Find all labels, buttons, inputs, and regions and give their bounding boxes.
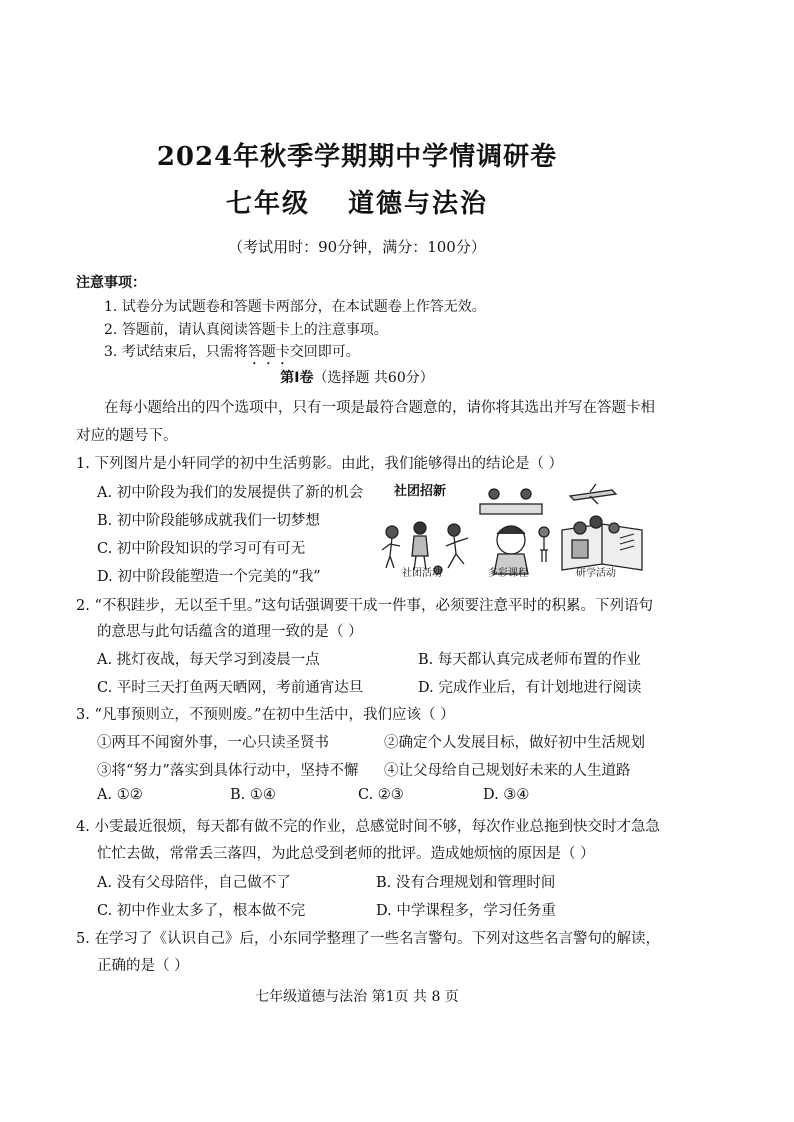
question-3-statement-2: ②确定个人发展目标，做好初中生活规划 <box>384 735 645 751</box>
grade-label: 七年级 <box>225 189 310 219</box>
notice-item-3: 3. 考试结束后，只需将答题卡交回即可。 <box>104 344 360 360</box>
notice-item-1: 1. 试卷分为试题卷和答题卡两部分，在本试题卷上作答无效。 <box>104 299 486 315</box>
question-1-option-b: B. 初中阶段能够成就我们一切梦想 <box>97 513 320 529</box>
club-recruitment-banner: 社团招新 <box>394 484 447 499</box>
question-2-option-c: C. 平时三天打鱼两天晒网，考前通宵达旦 <box>97 680 364 696</box>
question-2-option-d: D. 完成作业后，有计划地进行阅读 <box>418 680 642 696</box>
question-3-stem: 3. “凡事预则立，不预则废。”在初中生活中，我们应该（ ） <box>76 707 455 723</box>
question-1-option-c: C. 初中阶段知识的学习可有可无 <box>97 541 306 557</box>
caption-club-activity: 社团活动 <box>402 568 442 579</box>
question-2-option-a: A. 挑灯夜战，每天学习到凌晨一点 <box>97 652 320 668</box>
section-intro-line-2: 对应的题号下。 <box>76 428 178 444</box>
section-desc: （选择题 共60分） <box>313 370 434 386</box>
question-3-option-a: A. ①② <box>97 787 143 803</box>
exam-title: 2024年秋季学期期中学情调研卷 <box>156 142 558 172</box>
question-4-stem-line-2: 忙忙去做，常常丢三落四，为此总受到老师的批评。造成她烦恼的原因是（ ） <box>97 846 595 862</box>
question-4-option-a: A. 没有父母陪伴，自己做不了 <box>97 875 291 891</box>
section-heading <box>0 367 714 387</box>
study-trip-figures <box>562 484 642 570</box>
question-3-option-d: D. ③④ <box>483 787 530 803</box>
question-2-stem-line-1: 2. “不积跬步，无以至千里。”这句话强调要干成一件事，必须要注意平时的积累。下列语句 <box>76 598 654 614</box>
notice-heading: 注意事项： <box>76 275 146 291</box>
question-5-stem-line-1: 5. 在学习了《认识自己》后，小东同学整理了一些名言警句。下列对这些名言警句的解读， <box>76 931 660 947</box>
curriculum-figures <box>480 489 549 574</box>
caption-study-trip: 研学活动 <box>576 568 616 579</box>
grade-subject-line <box>0 183 714 220</box>
question-4-option-c: C. 初中作业太多了，根本做不完 <box>97 903 306 919</box>
question-4-option-b: B. 没有合理规划和管理时间 <box>376 875 556 891</box>
page-footer: 七年级道德与法治 第1页 共 8 页 <box>255 989 459 1005</box>
question-3-statement-3: ③将“努力”落实到具体行动中，坚持不懈 <box>97 763 359 779</box>
exam-info: （考试用时：90分钟，满分：100分） <box>228 238 486 256</box>
school-life-illustration <box>376 484 646 580</box>
question-1-option-d: D. 初中阶段能塑造一个完美的“我” <box>97 569 321 585</box>
question-3-option-c: C. ②③ <box>358 787 404 803</box>
question-4-stem-line-1: 4. 小雯最近很烦，每天都有做不完的作业，总感觉时间不够，每次作业总拖到快交时才急急 <box>76 819 660 835</box>
question-3-statement-4: ④让父母给自己规划好未来的人生道路 <box>384 763 631 779</box>
question-1-option-a: A. 初中阶段为我们的发展提供了新的机会 <box>97 485 364 501</box>
question-3-statement-1: ①两耳不闻窗外事，一心只读圣贤书 <box>97 735 329 751</box>
subject-label: 道德与法治 <box>348 189 489 219</box>
question-2-stem-line-2: 的意思与此句话蕴含的道理一致的是（ ） <box>97 624 363 640</box>
question-1-stem: 1. 下列图片是小轩同学的初中生活剪影。由此，我们能够得出的结论是（ ） <box>76 456 564 472</box>
question-2-option-b: B. 每天都认真完成老师布置的作业 <box>418 652 641 668</box>
question-5-stem-line-2: 正确的是（ ） <box>97 958 189 974</box>
question-3-option-b: B. ①④ <box>230 787 276 803</box>
caption-diverse-courses: 多彩课程 <box>488 568 528 579</box>
section-name: 第Ⅰ卷 <box>280 370 314 386</box>
question-4-option-d: D. 中学课程多，学习任务重 <box>376 903 556 919</box>
notice-item-2: 2. 答题前，请认真阅读答题卡上的注意事项。 <box>104 322 388 338</box>
section-intro-line-1: 在每小题给出的四个选项中，只有一项是最符合题意的，请你将其选出并写在答题卡相 <box>104 400 655 416</box>
emphasized-answer-card: 答题卡 <box>247 344 290 360</box>
